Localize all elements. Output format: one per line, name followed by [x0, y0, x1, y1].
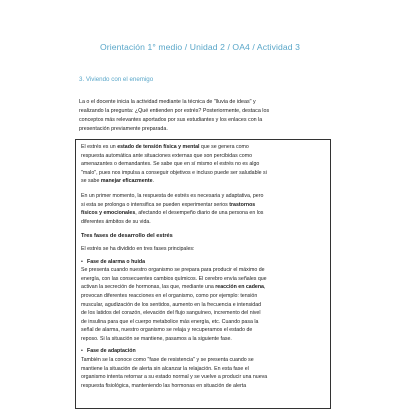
phases-heading: Tres fases de desarrollo del estrés — [81, 233, 173, 240]
text: se sabe — [81, 178, 101, 185]
intro-paragraph — [79, 98, 327, 134]
paragraph-line: En un primer momento, la respuesta de estrés es necesaria y adaptativa, pero — [81, 192, 264, 199]
intro-line: La o el docente inicia la actividad mediante la técnica de "lluvia de ideas" y — [79, 99, 256, 105]
intro-line: presentación previamente preparada. — [79, 126, 168, 132]
bold-text: Fase de adaptación — [87, 348, 136, 355]
page-title: Orientación 1° medio / Unidad 2 / OA4 / Actividad 3 — [99, 42, 301, 52]
text: activan la secreción de hormonas, las que, mediante una — [81, 284, 216, 291]
paragraph-line — [81, 177, 327, 186]
paragraph-line — [81, 283, 327, 292]
text: , — [263, 284, 266, 291]
paragraph-line: El estrés se ha dividido en tres fases principales: — [81, 245, 195, 252]
paragraph-line: respuesta automática ante situaciones externas que son percibidas como — [81, 152, 253, 159]
bold-text: estado de tensión física y mental — [117, 144, 200, 150]
paragraph-line: de insulina para que el cuerpo metabolice más energía, etc. Cuando pasa la — [81, 318, 259, 325]
paragraph-line: provocan diferentes reacciones en el organismo, como por ejemplo: tensión — [81, 292, 258, 299]
bold-text: manejar eficazmente — [100, 178, 153, 185]
intro-line: conceptos más relevantes aportados por sus estudiantes y los enlaces con la — [79, 117, 263, 123]
paragraph-line: diferentes ámbitos de su vida. — [81, 218, 151, 225]
paragraph-line: "malo", pues nos impulsa a conseguir objetivos e incluso puede ser saludable si — [81, 169, 267, 176]
paragraph-line: respuesta fisiológica, manteniendo las hormonas en situación de alerta — [81, 382, 247, 389]
bold-text: físicos y emocionales — [81, 210, 136, 217]
phase-title — [81, 258, 327, 267]
paragraph-line: También se la conoce como "fase de resistencia" y se presenta cuando se — [81, 357, 254, 364]
content-box-body — [81, 143, 327, 390]
text: si esta se prolonga o intensifica se pueden experimentar serios — [81, 201, 230, 208]
paragraph-line: reposo. Si la situación se mantiene, pasamos a la siguiente fase. — [81, 335, 232, 342]
section-heading: 3. Viviendo con el enemigo — [79, 76, 154, 83]
content-box — [75, 139, 331, 409]
paragraph-line: energía, con las consecuentes cambios químicos. El cerebro envía señales que — [81, 275, 267, 282]
paragraph-line: amenazantes o demandantes. Se sabe que en sí mismo el estrés no es algo — [81, 161, 260, 168]
text: , afectando el desempeño diario de una persona en los — [135, 210, 264, 217]
paragraph-line: mantiene la situación de alerta sin alcanzar la relajación. En esta fase el — [81, 365, 249, 372]
paragraph-line: muscular, agudización de los sentidos, aumento en la frecuencia e intensidad — [81, 301, 262, 308]
bold-text: Fase de alarma o huida — [87, 258, 146, 265]
text: . — [152, 178, 154, 185]
phase-title — [81, 347, 327, 356]
paragraph-line — [81, 209, 327, 218]
bullet-icon: • — [81, 258, 83, 265]
intro-line: realizando la pregunta: ¿Qué entienden por estrés? Posteriormente, destaca los — [79, 108, 270, 114]
bullet-icon: • — [81, 348, 83, 355]
paragraph-line: organismo intenta retornar a su estado normal y se vuelve a producir una nueva — [81, 374, 268, 381]
text: que se genera como — [199, 144, 249, 150]
paragraph-line: señal de alarma, nuestro organismo se relaja y recuperamos el estado de — [81, 327, 253, 334]
paragraph-line — [81, 201, 327, 210]
paragraph-line: de los latidos del corazón, elevación del flujo sanguíneo, incremento del nivel — [81, 310, 261, 317]
paragraph-line: Se presenta cuando nuestro organismo se prepara para producir el máximo de — [81, 267, 265, 274]
text: El estrés es un — [81, 144, 118, 150]
bold-text: reacción en cadena — [215, 284, 264, 291]
paragraph-line — [81, 143, 327, 152]
bold-text: trastornos — [229, 201, 256, 208]
